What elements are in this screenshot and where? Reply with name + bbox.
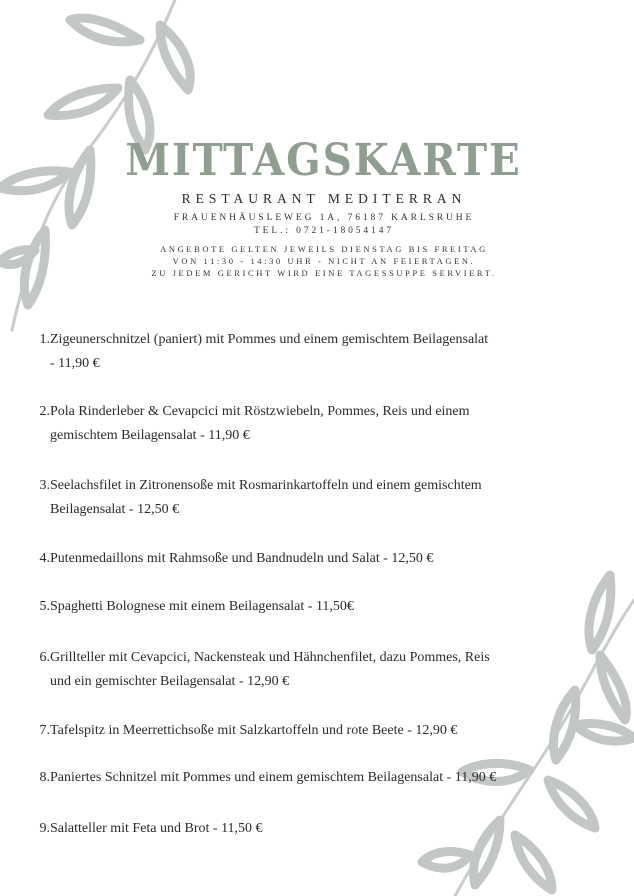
dish-number: 6. — [39, 650, 50, 665]
dish-number: 2. — [39, 404, 50, 419]
dish-item — [36, 328, 596, 376]
dish-item — [36, 400, 596, 448]
dish-item — [36, 547, 596, 571]
dish-description: Tafelspitz in Meerrettichsoße mit Salzkartoffeln und rote Beete - 12,90 € — [50, 723, 458, 738]
dish-description: Spaghetti Bolognese mit einem Beilagensalat - 11,50€ — [50, 599, 354, 614]
dish-description: Zigeunerschnitzel (paniert) mit Pommes und einem gemischtem Beilagensalat — [50, 332, 489, 347]
dish-number: 5. — [39, 599, 50, 614]
dish-item — [36, 719, 596, 743]
dish-item — [36, 595, 596, 619]
dish-item — [36, 646, 596, 694]
dish-number: 4. — [39, 551, 50, 566]
dish-item — [36, 817, 596, 841]
offer-note-line-2: VON 11:30 - 14:30 UHR - NICHT AN FEIERTAGEN. — [172, 256, 476, 266]
dish-price-line: - 11,90 € — [50, 356, 100, 371]
dish-item — [36, 474, 596, 522]
dish-item — [36, 766, 596, 790]
dish-number: 7. — [39, 723, 50, 738]
dish-description: Putenmedaillons mit Rahmsoße und Bandnudeln und Salat - 12,50 € — [50, 551, 434, 566]
dish-description: Pola Rinderleber & Cevapcici mit Röstzwiebeln, Pommes, Reis und einem — [50, 404, 470, 419]
dish-description: Seelachsfilet in Zitronensoße mit Rosmarinkartoffeln und einem gemischtem — [50, 478, 482, 493]
dish-number: 8. — [39, 770, 50, 785]
dish-number: 9. — [39, 821, 50, 836]
dish-price-line: gemischtem Beilagensalat - 11,90 € — [50, 428, 250, 443]
restaurant-name: RESTAURANT MEDITERRAN — [181, 191, 467, 206]
dish-price-line: und ein gemischter Beilagensalat - 12,90 € — [50, 674, 290, 689]
dish-price-line: Beilagensalat - 12,50 € — [50, 502, 180, 517]
dish-description: Salatteller mit Feta und Brot - 11,50 € — [50, 821, 263, 836]
page-title: MITTAGSKARTE — [124, 135, 522, 186]
dish-description: Paniertes Schnitzel mit Pommes und einem gemischtem Beilagensalat - 11,90 € — [50, 770, 497, 785]
dish-number: 3. — [39, 478, 50, 493]
restaurant-address: FRAUENHÄUSLEWEG 1A, 76187 KARLSRUHE — [173, 213, 475, 223]
restaurant-phone: TEL.: 0721-18054147 — [253, 226, 395, 236]
offer-note-line-3: ZU JEDEM GERICHT WIRD EINE TAGESSUPPE SERVIERT. — [151, 268, 497, 278]
dish-description: Grillteller mit Cevapcici, Nackensteak und Hähnchenfilet, dazu Pommes, Reis — [50, 650, 490, 665]
dish-number: 1. — [39, 332, 50, 347]
offer-note-line-1: ANGEBOTE GELTEN JEWEILS DIENSTAG BIS FREITAG — [160, 244, 488, 254]
